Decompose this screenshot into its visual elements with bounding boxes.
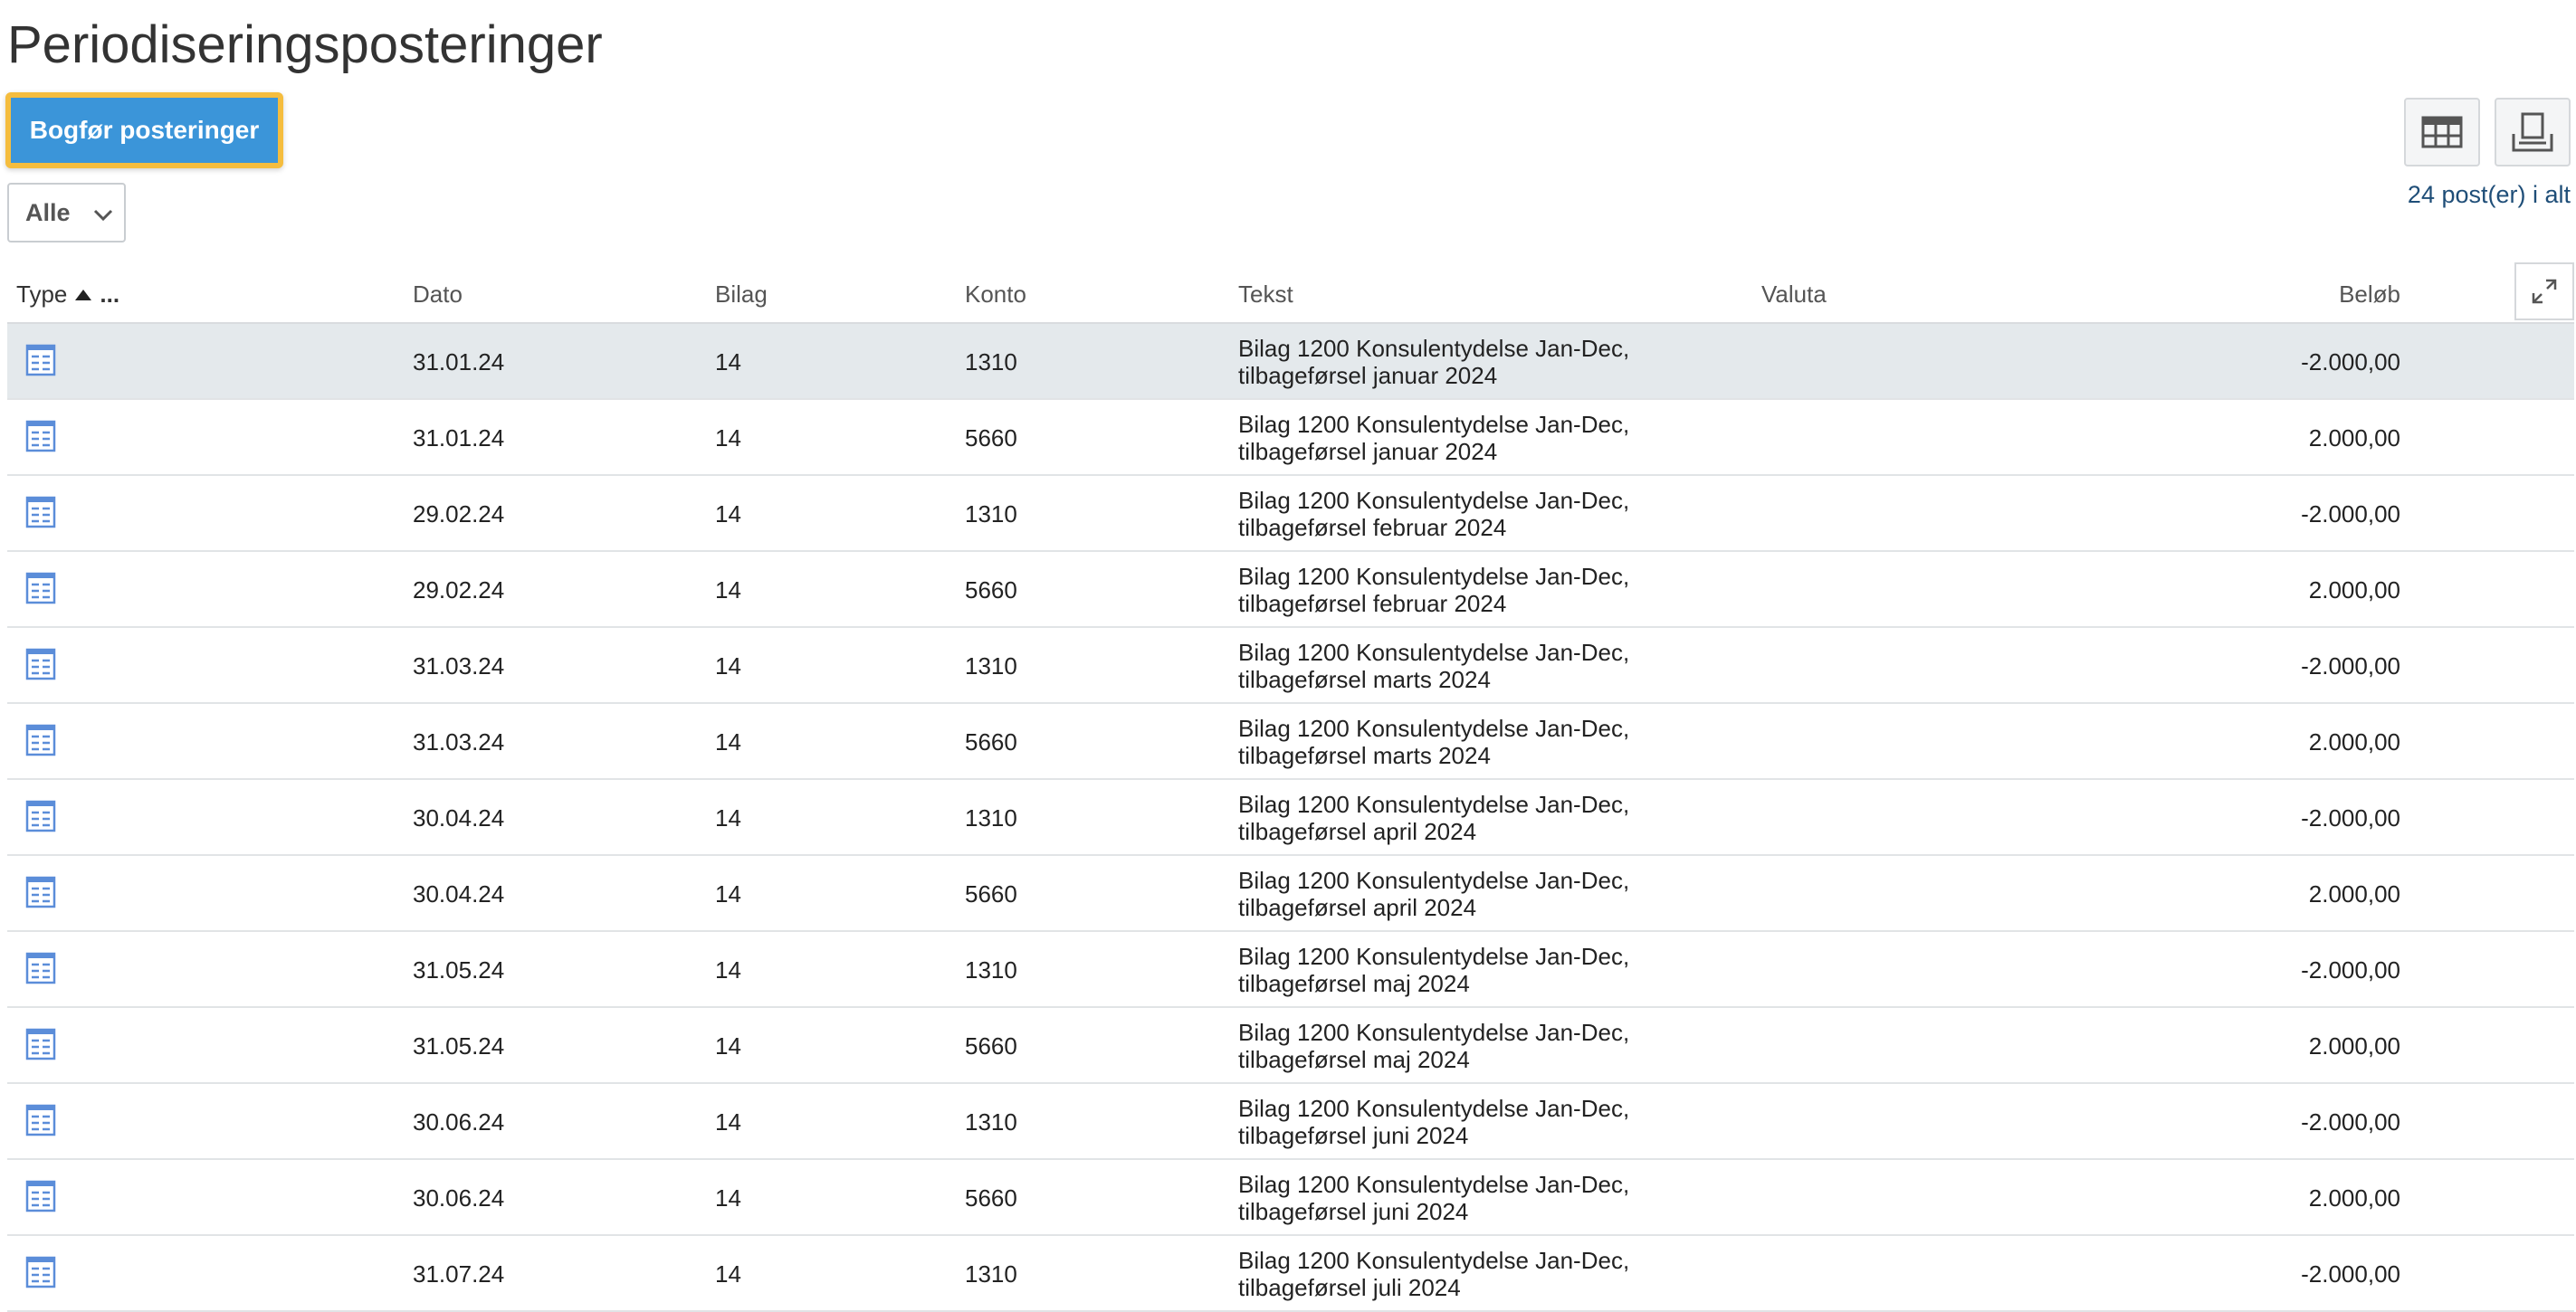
entry-type-icon-wrap[interactable] [25, 876, 56, 915]
table-row[interactable] [7, 628, 2574, 704]
cell-bilag: 14 [715, 880, 741, 908]
document-list-icon [25, 800, 56, 832]
cell-bilag: 14 [715, 956, 741, 984]
document-list-icon [25, 572, 56, 604]
print-icon [2512, 112, 2553, 152]
document-list-icon [25, 1028, 56, 1060]
cell-tekst-line2: tilbageførsel maj 2024 [1238, 970, 1470, 997]
cell-tekst-line1: Bilag 1200 Konsulentydelse Jan-Dec, [1238, 867, 1630, 894]
table-layout-button[interactable] [2404, 98, 2480, 166]
document-list-icon [25, 952, 56, 984]
filter-selected-value: Alle [25, 198, 71, 226]
cell-konto: 1310 [965, 500, 1017, 528]
cell-bilag: 14 [715, 1260, 741, 1288]
cell-tekst [1238, 1247, 1629, 1301]
cell-bilag: 14 [715, 804, 741, 832]
column-header-belob[interactable]: Beløb [2339, 280, 2400, 308]
cell-tekst-line1: Bilag 1200 Konsulentydelse Jan-Dec, [1238, 943, 1630, 970]
cell-belob: 2.000,00 [2308, 728, 2400, 756]
cell-belob: 2.000,00 [2308, 424, 2400, 452]
cell-dato: 31.01.24 [413, 424, 505, 452]
cell-belob: 2.000,00 [2308, 1032, 2400, 1060]
cell-dato: 31.03.24 [413, 652, 505, 680]
table-header [7, 271, 2574, 324]
cell-bilag: 14 [715, 424, 741, 452]
cell-tekst-line1: Bilag 1200 Konsulentydelse Jan-Dec, [1238, 1019, 1630, 1046]
cell-belob: -2.000,00 [2301, 804, 2400, 832]
cell-bilag: 14 [715, 728, 741, 756]
cell-dato: 29.02.24 [413, 576, 505, 604]
cell-konto: 1310 [965, 348, 1017, 376]
table-row[interactable] [7, 1236, 2574, 1312]
document-list-icon [25, 1104, 56, 1136]
cell-dato: 31.07.24 [413, 1260, 505, 1288]
post-entries-button[interactable]: Bogfør posteringer [5, 92, 283, 168]
table-body [7, 324, 2574, 1312]
cell-tekst-line2: tilbageførsel juli 2024 [1238, 1274, 1461, 1301]
cell-tekst [1238, 411, 1629, 465]
entry-type-icon-wrap[interactable] [25, 572, 56, 611]
cell-tekst-line1: Bilag 1200 Konsulentydelse Jan-Dec, [1238, 1095, 1630, 1122]
filter-dropdown[interactable] [7, 183, 126, 242]
cell-tekst-line2: tilbageførsel maj 2024 [1238, 1046, 1470, 1073]
cell-belob: 2.000,00 [2308, 1184, 2400, 1212]
document-list-icon [25, 344, 56, 376]
entry-type-icon-wrap[interactable] [25, 1104, 56, 1143]
document-list-icon [25, 876, 56, 908]
document-list-icon [25, 420, 56, 452]
cell-tekst-line2: tilbageførsel marts 2024 [1238, 666, 1491, 693]
column-header-type[interactable]: Type ... [16, 280, 120, 308]
cell-tekst [1238, 1171, 1629, 1225]
record-count: 24 post(er) i alt [2407, 181, 2571, 208]
entry-type-icon-wrap[interactable] [25, 1028, 56, 1067]
cell-konto: 5660 [965, 576, 1017, 604]
page-title: Periodiseringsposteringer [7, 15, 603, 74]
cell-belob: -2.000,00 [2301, 1108, 2400, 1136]
cell-tekst [1238, 867, 1629, 921]
cell-dato: 30.04.24 [413, 804, 505, 832]
chevron-down-icon [91, 203, 115, 226]
cell-dato: 31.05.24 [413, 1032, 505, 1060]
cell-bilag: 14 [715, 348, 741, 376]
cell-belob: -2.000,00 [2301, 652, 2400, 680]
column-header-bilag[interactable]: Bilag [715, 280, 768, 308]
cell-tekst [1238, 563, 1629, 617]
entry-type-icon-wrap[interactable] [25, 648, 56, 687]
cell-konto: 1310 [965, 1260, 1017, 1288]
cell-belob: -2.000,00 [2301, 1260, 2400, 1288]
cell-tekst [1238, 335, 1629, 389]
cell-tekst-line1: Bilag 1200 Konsulentydelse Jan-Dec, [1238, 335, 1630, 362]
table-row[interactable] [7, 400, 2574, 476]
cell-konto: 5660 [965, 1184, 1017, 1212]
cell-belob: 2.000,00 [2308, 880, 2400, 908]
cell-konto: 5660 [965, 880, 1017, 908]
column-options[interactable]: ... [100, 280, 120, 308]
entry-type-icon-wrap[interactable] [25, 800, 56, 839]
entry-type-icon-wrap[interactable] [25, 952, 56, 991]
cell-tekst [1238, 791, 1629, 845]
cell-bilag: 14 [715, 652, 741, 680]
entry-type-icon-wrap[interactable] [25, 496, 56, 535]
column-header-dato[interactable]: Dato [413, 280, 463, 308]
table-row[interactable] [7, 324, 2574, 400]
cell-bilag: 14 [715, 1032, 741, 1060]
document-list-icon [25, 648, 56, 680]
document-list-icon [25, 1180, 56, 1212]
cell-konto: 5660 [965, 728, 1017, 756]
cell-dato: 31.01.24 [413, 348, 505, 376]
cell-tekst-line1: Bilag 1200 Konsulentydelse Jan-Dec, [1238, 715, 1630, 742]
cell-tekst-line2: tilbageførsel juni 2024 [1238, 1122, 1469, 1149]
cell-tekst-line2: tilbageførsel juni 2024 [1238, 1198, 1469, 1225]
sort-ascending-icon [74, 289, 92, 301]
column-header-konto[interactable]: Konto [965, 280, 1026, 308]
table-row[interactable] [7, 1008, 2574, 1084]
cell-konto: 5660 [965, 1032, 1017, 1060]
cell-bilag: 14 [715, 1108, 741, 1136]
cell-konto: 1310 [965, 1108, 1017, 1136]
column-header-valuta[interactable]: Valuta [1761, 280, 1827, 308]
cell-belob: -2.000,00 [2301, 956, 2400, 984]
cell-tekst-line1: Bilag 1200 Konsulentydelse Jan-Dec, [1238, 639, 1630, 666]
cell-tekst [1238, 943, 1629, 997]
document-list-icon [25, 496, 56, 528]
entry-type-icon-wrap[interactable] [25, 724, 56, 763]
column-header-tekst[interactable]: Tekst [1238, 280, 1293, 308]
cell-tekst-line2: tilbageførsel april 2024 [1238, 818, 1477, 845]
cell-tekst-line1: Bilag 1200 Konsulentydelse Jan-Dec, [1238, 487, 1630, 514]
cell-konto: 1310 [965, 956, 1017, 984]
document-list-icon [25, 1256, 56, 1288]
cell-bilag: 14 [715, 576, 741, 604]
cell-dato: 30.06.24 [413, 1108, 505, 1136]
cell-tekst-line1: Bilag 1200 Konsulentydelse Jan-Dec, [1238, 411, 1630, 438]
table-layout-icon [2421, 116, 2463, 148]
cell-tekst-line1: Bilag 1200 Konsulentydelse Jan-Dec, [1238, 1171, 1630, 1198]
cell-bilag: 14 [715, 1184, 741, 1212]
cell-tekst [1238, 487, 1629, 541]
entry-type-icon-wrap[interactable] [25, 420, 56, 459]
table-row[interactable] [7, 1084, 2574, 1160]
cell-dato: 30.06.24 [413, 1184, 505, 1212]
table-row[interactable] [7, 476, 2574, 552]
cell-tekst-line1: Bilag 1200 Konsulentydelse Jan-Dec, [1238, 791, 1630, 818]
cell-konto: 1310 [965, 652, 1017, 680]
cell-tekst [1238, 1095, 1629, 1149]
cell-tekst [1238, 1019, 1629, 1073]
cell-tekst-line2: tilbageførsel februar 2024 [1238, 514, 1507, 541]
entry-type-icon-wrap[interactable] [25, 1256, 56, 1295]
cell-tekst-line1: Bilag 1200 Konsulentydelse Jan-Dec, [1238, 563, 1630, 590]
table-row[interactable] [7, 1160, 2574, 1236]
entries-table [7, 271, 2574, 1312]
cell-tekst [1238, 639, 1629, 693]
cell-tekst [1238, 715, 1629, 769]
cell-belob: -2.000,00 [2301, 500, 2400, 528]
document-list-icon [25, 724, 56, 756]
cell-belob: -2.000,00 [2301, 348, 2400, 376]
table-row[interactable] [7, 932, 2574, 1008]
cell-tekst-line2: tilbageførsel marts 2024 [1238, 742, 1491, 769]
cell-tekst-line2: tilbageførsel februar 2024 [1238, 590, 1507, 617]
table-row[interactable] [7, 552, 2574, 628]
entry-type-icon-wrap[interactable] [25, 1180, 56, 1219]
cell-dato: 31.03.24 [413, 728, 505, 756]
cell-tekst-line2: tilbageførsel januar 2024 [1238, 438, 1498, 465]
cell-belob: 2.000,00 [2308, 576, 2400, 604]
cell-dato: 31.05.24 [413, 956, 505, 984]
cell-tekst-line2: tilbageførsel april 2024 [1238, 894, 1477, 921]
cell-konto: 5660 [965, 424, 1017, 452]
cell-bilag: 14 [715, 500, 741, 528]
cell-konto: 1310 [965, 804, 1017, 832]
entry-type-icon-wrap[interactable] [25, 344, 56, 383]
cell-tekst-line2: tilbageførsel januar 2024 [1238, 362, 1498, 389]
table-row[interactable] [7, 780, 2574, 856]
print-button[interactable] [2495, 98, 2571, 166]
cell-dato: 29.02.24 [413, 500, 505, 528]
cell-dato: 30.04.24 [413, 880, 505, 908]
table-row[interactable] [7, 704, 2574, 780]
cell-tekst-line1: Bilag 1200 Konsulentydelse Jan-Dec, [1238, 1247, 1630, 1274]
table-row[interactable] [7, 856, 2574, 932]
